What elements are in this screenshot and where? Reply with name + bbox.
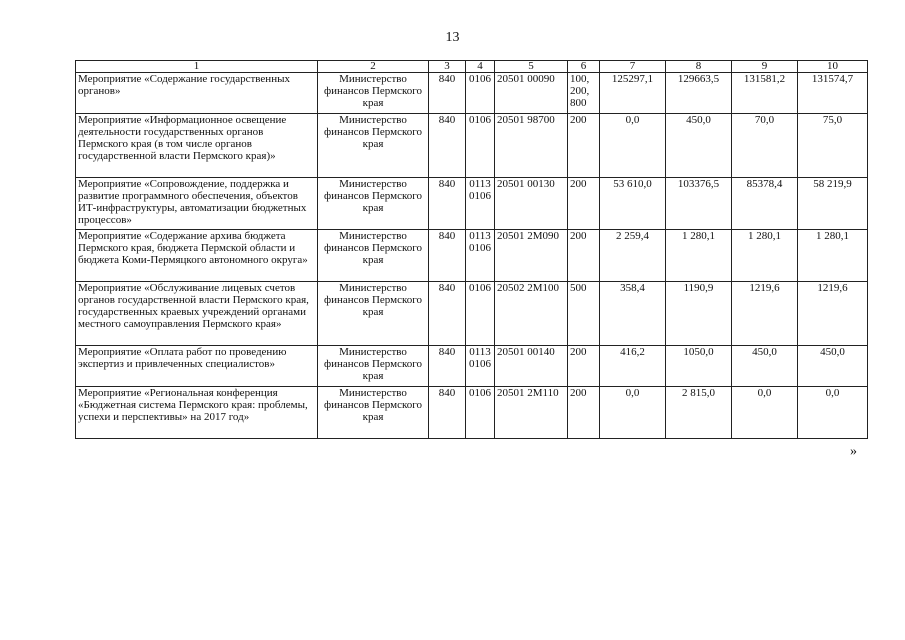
target-article-cell: 20501 2М090 [495,230,568,282]
column-header-4: 4 [466,61,495,73]
target-article-cell: 20501 00140 [495,346,568,387]
expense-type-cell: 200 [568,230,600,282]
table-row [76,230,868,282]
table-row [76,282,868,346]
amount-col9-cell: 131581,2 [732,73,798,114]
expense-type-cell: 200 [568,387,600,439]
target-article-cell: 20501 98700 [495,114,568,178]
grbs-code-cell: 840 [429,387,466,439]
amount-col7-cell: 125297,1 [600,73,666,114]
amount-col10-cell: 131574,7 [798,73,868,114]
expense-type-cell: 500 [568,282,600,346]
section-code-cell: 0113 0106 [466,346,495,387]
amount-col9-cell: 1 280,1 [732,230,798,282]
target-article-cell: 20501 00130 [495,178,568,230]
section-code-cell: 0106 [466,387,495,439]
grbs-code-cell: 840 [429,346,466,387]
amount-col7-cell: 358,4 [600,282,666,346]
amount-col9-cell: 1219,6 [732,282,798,346]
activity-name-cell: Мероприятие «Региональная конференция «Бюджетная система Пермского края: проблемы, успехи и перспективы» на 2017 год» [76,387,318,439]
section-code-cell: 0113 0106 [466,230,495,282]
closing-quote-mark: » [850,444,857,459]
column-header-2: 2 [318,61,429,73]
activity-name-cell: Мероприятие «Сопровождение, поддержка и развитие программного обеспечения, объектов ИТ-инфраструктуры, автоматизации бюджетных процессов» [76,178,318,230]
amount-col10-cell: 450,0 [798,346,868,387]
amount-col8-cell: 450,0 [666,114,732,178]
column-header-6: 6 [568,61,600,73]
table-row [76,178,868,230]
activity-name-cell: Мероприятие «Содержание государственных органов» [76,73,318,114]
section-code-cell: 0113 0106 [466,178,495,230]
grbs-code-cell: 840 [429,230,466,282]
activity-name-cell: Мероприятие «Содержание архива бюджета Пермского края, бюджета Пермской области и бюджета Коми-Пермяцкого автономного округа» [76,230,318,282]
executor-cell: Министерство финансов Пермского края [318,282,429,346]
amount-col7-cell: 0,0 [600,387,666,439]
section-code-cell: 0106 [466,114,495,178]
amount-col7-cell: 416,2 [600,346,666,387]
target-article-cell: 20501 2М110 [495,387,568,439]
amount-col9-cell: 0,0 [732,387,798,439]
amount-col7-cell: 2 259,4 [600,230,666,282]
column-header-10: 10 [798,61,868,73]
amount-col7-cell: 0,0 [600,114,666,178]
amount-col7-cell: 53 610,0 [600,178,666,230]
expense-type-cell: 200 [568,346,600,387]
executor-cell: Министерство финансов Пермского края [318,346,429,387]
table-row [76,73,868,114]
amount-col9-cell: 70,0 [732,114,798,178]
grbs-code-cell: 840 [429,73,466,114]
amount-col10-cell: 58 219,9 [798,178,868,230]
column-header-9: 9 [732,61,798,73]
amount-col10-cell: 1 280,1 [798,230,868,282]
amount-col10-cell: 75,0 [798,114,868,178]
table-row [76,387,868,439]
column-header-7: 7 [600,61,666,73]
executor-cell: Министерство финансов Пермского края [318,387,429,439]
section-code-cell: 0106 [466,73,495,114]
activity-name-cell: Мероприятие «Оплата работ по проведению экспертиз и привлеченных специалистов» [76,346,318,387]
grbs-code-cell: 840 [429,114,466,178]
executor-cell: Министерство финансов Пермского края [318,73,429,114]
grbs-code-cell: 840 [429,282,466,346]
column-header-1: 1 [76,61,318,73]
amount-col8-cell: 1190,9 [666,282,732,346]
amount-col8-cell: 2 815,0 [666,387,732,439]
amount-col8-cell: 1 280,1 [666,230,732,282]
expense-type-cell: 200 [568,114,600,178]
executor-cell: Министерство финансов Пермского края [318,178,429,230]
table-row [76,346,868,387]
column-header-8: 8 [666,61,732,73]
table-body [76,73,868,439]
header-row [76,61,868,73]
expense-type-cell: 200 [568,178,600,230]
budget-table [75,60,868,439]
activity-name-cell: Мероприятие «Информационное освещение деятельности государственных органов Пермского края (в том числе органов государственной власти Пермского края)» [76,114,318,178]
amount-col9-cell: 85378,4 [732,178,798,230]
amount-col10-cell: 1219,6 [798,282,868,346]
page-number: 13 [445,30,460,45]
expense-type-cell: 100, 200, 800 [568,73,600,114]
target-article-cell: 20502 2М100 [495,282,568,346]
grbs-code-cell: 840 [429,178,466,230]
executor-cell: Министерство финансов Пермского края [318,230,429,282]
executor-cell: Министерство финансов Пермского края [318,114,429,178]
amount-col8-cell: 1050,0 [666,346,732,387]
section-code-cell: 0106 [466,282,495,346]
activity-name-cell: Мероприятие «Обслуживание лицевых счетов органов государственной власти Пермского края, государственных краевых учреждений органами местного самоуправления Пермского края» [76,282,318,346]
column-header-3: 3 [429,61,466,73]
target-article-cell: 20501 00090 [495,73,568,114]
amount-col9-cell: 450,0 [732,346,798,387]
amount-col10-cell: 0,0 [798,387,868,439]
column-header-5: 5 [495,61,568,73]
amount-col8-cell: 129663,5 [666,73,732,114]
amount-col8-cell: 103376,5 [666,178,732,230]
table-row [76,114,868,178]
